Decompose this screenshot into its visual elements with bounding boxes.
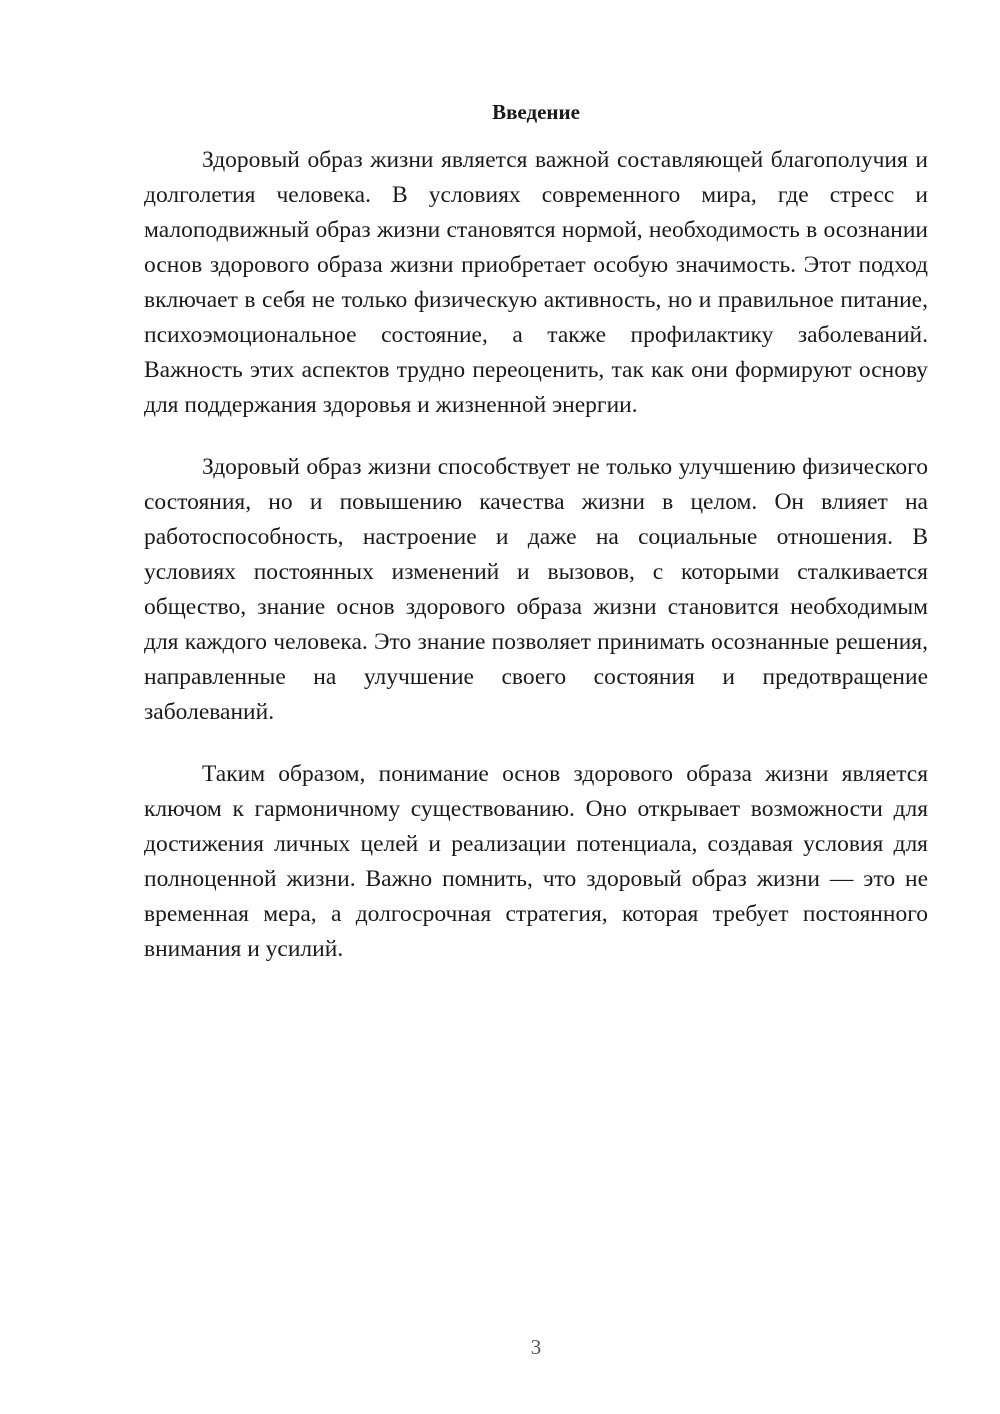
paragraph-conclusion: Таким образом, понимание основ здорового образа жизни является ключом к гармоничному существованию. Оно открывает возможности для достижения личных целей и реализации потенциала, создавая условия для полноценной жизни. Важно помнить, что здоровый образ жизни — это не временная мера, а долгосрочная стратегия, которая требует постоянного внимания и усилий. bbox=[144, 761, 928, 962]
section-heading: Введение bbox=[492, 100, 580, 124]
page-number: 3 bbox=[530, 1335, 542, 1359]
body-text bbox=[144, 143, 928, 967]
paragraph-intro: Здоровый образ жизни является важной составляющей благополучия и долголетия человека. В условиях современного мира, где стресс и малоподвижный образ жизни становятся нормой, необходимость в осознании основ здорового образа жизни приобретает особую значимость. Этот подход включает в себя не только физическую активность, но и правильное питание, психоэмоциональное состояние, а также профилактику заболеваний. Важность этих аспектов трудно переоценить, так как они формируют основу для поддержания здоровья и жизненной энергии. bbox=[144, 147, 928, 418]
paragraph-benefits: Здоровый образ жизни способствует не только улучшению физического состояния, но и повышению качества жизни в целом. Он влияет на работоспособность, настроение и даже на социальные отношения. В условиях постоянных изменений и вызовов, с которыми сталкивается общество, знание основ здорового образа жизни становится необходимым для каждого человека. Это знание позволяет принимать осознанные решения, направленные на улучшение своего состояния и предотвращение заболеваний. bbox=[144, 454, 928, 725]
